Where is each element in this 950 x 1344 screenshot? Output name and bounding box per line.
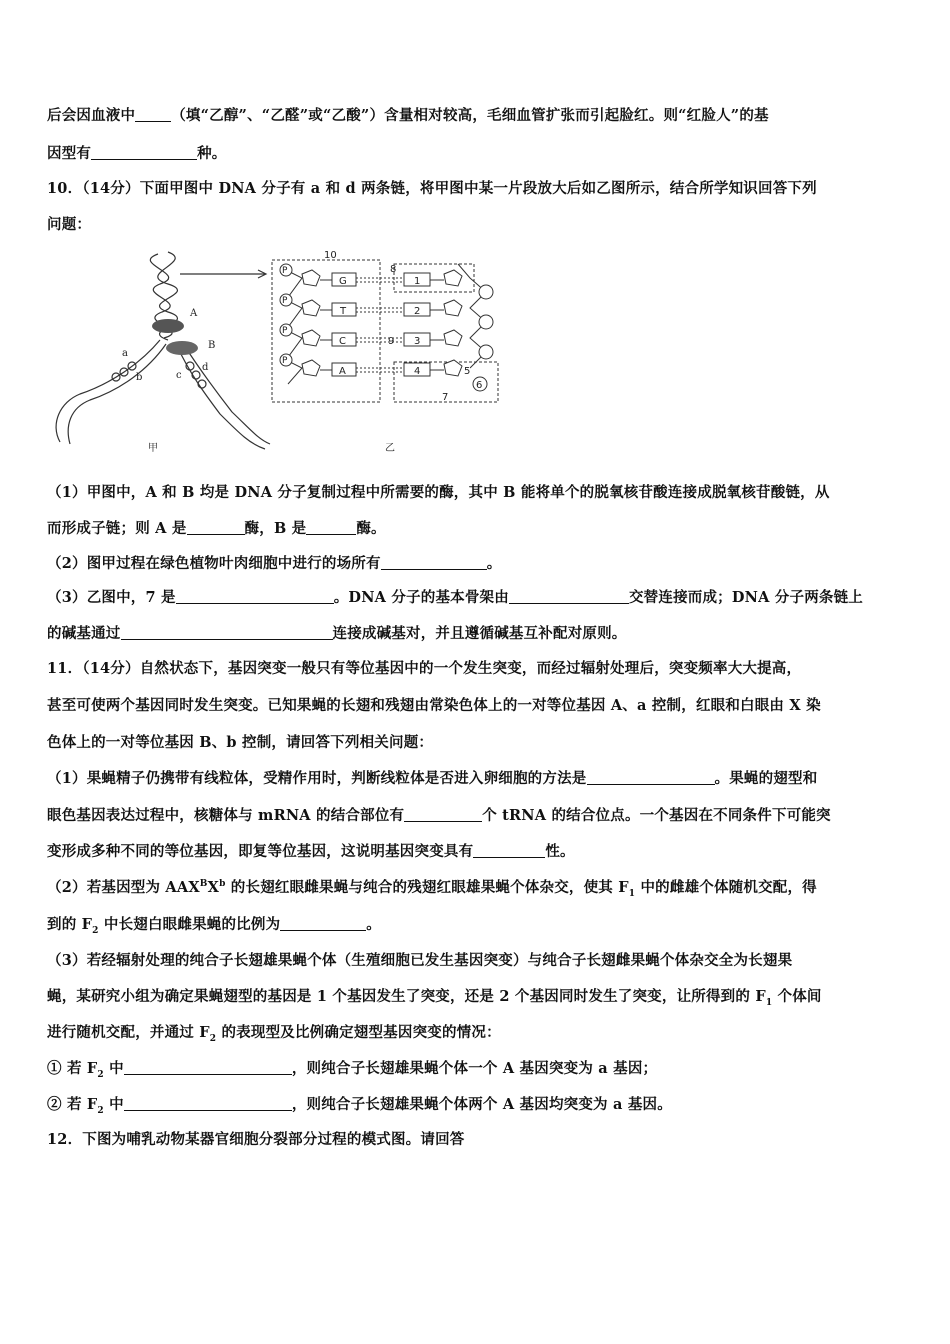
q11-3-line-1: （3）若经辐射处理的纯合子长翅雄果蝇个体（生殖细胞已发生基因突变）与纯合子长翅雌果蝇个体杂交全为长翅果: [47, 952, 793, 969]
num-6: 6: [476, 380, 483, 391]
answer-blank[interactable]: [306, 520, 356, 535]
base-T: T: [340, 306, 347, 317]
q11-2-line-2: 到的 $F_2$ 中长翅白眼雌果蝇的比例为 。: [47, 916, 381, 936]
num-8: 8: [390, 264, 397, 275]
label-a: a: [122, 348, 128, 359]
num-1: 1: [414, 276, 421, 287]
right-strand-d: [182, 342, 270, 444]
label-A: A: [190, 308, 198, 319]
q11-stem-2: 甚至可使两个基因同时发生突变。已知果蝇的长翅和残翅由常染色体上的一对等位基因 A、a 控制，红眼和白眼由 X 染: [47, 697, 821, 714]
q10-stem-2: 问题：: [47, 216, 92, 233]
phosphate-label: P: [282, 356, 288, 366]
q12-stem: 12．下图为哺乳动物某器官细胞分裂部分过程的模式图。请回答: [47, 1131, 465, 1148]
base-C: C: [339, 336, 346, 347]
answer-blank[interactable]: [509, 589, 629, 604]
num-2: 2: [414, 306, 421, 317]
phosphate-label: P: [282, 266, 288, 276]
caption-jia: 甲: [148, 443, 158, 454]
label-b: b: [136, 372, 143, 383]
answer-blank[interactable]: [587, 770, 715, 785]
q9-line-2: 因型有 种。: [47, 145, 227, 162]
enzyme-b-icon: [166, 341, 198, 355]
num-5: 5: [464, 366, 471, 377]
phosphate-label: P: [282, 296, 288, 306]
answer-blank[interactable]: [135, 107, 171, 122]
q10-3-line-2: 的碱基通过 连接成碱基对，并且遵循碱基互补配对原则。: [47, 625, 627, 642]
q10-stem: 10．（14分）下面甲图中 DNA 分子有 a 和 d 两条链，将甲图中某一片段放大后如乙图所示，结合所学知识回答下列: [47, 180, 817, 197]
num-7: 7: [442, 392, 449, 403]
caption-yi: 乙: [385, 443, 395, 454]
q10-1-line-1: （1）甲图中，A 和 B 均是 DNA 分子复制过程中所需要的酶，其中 B 能将单个的脱氧核苷酸连接成脱氧核苷酸链，从: [47, 484, 830, 501]
q11-1-line-2: 眼色基因表达过程中，核糖体与 mRNA 的结合部位有 个 tRNA 的结合位点。一个基因在不同条件下可能突: [47, 807, 831, 824]
q11-case-2: ② 若 $F_2$ 中 ，则纯合子长翅雄果蝇个体两个 A 基因均突变为 a 基因。: [47, 1096, 672, 1116]
label-B: B: [208, 340, 216, 351]
q11-1-line-1: （1）果蝇精子仍携带有线粒体，受精作用时，判断线粒体是否进入卵细胞的方法是 。果蝇的翅型和: [47, 770, 818, 787]
answer-blank[interactable]: [121, 625, 333, 640]
num-10: 10: [324, 250, 337, 261]
answer-blank[interactable]: [176, 589, 334, 604]
left-nucleotides: [280, 264, 356, 377]
label-c: c: [176, 370, 182, 381]
q10-2-line: （2）图甲过程在绿色植物叶肉细胞中进行的场所有 。: [47, 555, 502, 572]
q9-line-1: 后会因血液中 （填“乙醇”、“乙醛”或“乙酸”）含量相对较高，毛细血管扩张而引起脸红。则“红脸人”的基: [47, 107, 769, 124]
answer-blank[interactable]: [124, 1096, 292, 1111]
dna-figure: [40, 244, 510, 456]
q10-3-line-1: （3）乙图中，7 是 。DNA 分子的基本骨架由 交替连接而成；DNA 分子两条链上: [47, 589, 863, 606]
answer-blank[interactable]: [124, 1060, 292, 1075]
q10-1-line-2: 而形成子链；则 A 是 酶，B 是 酶。: [47, 520, 386, 537]
num-4: 4: [414, 366, 421, 377]
num-3: 3: [414, 336, 421, 347]
answer-blank[interactable]: [473, 843, 545, 858]
left-strand-a: [56, 340, 160, 442]
phosphate-label: P: [282, 326, 288, 336]
q11-case-1: ① 若 $F_2$ 中 ，则纯合子长翅雄果蝇个体一个 A 基因突变为 a 基因；: [47, 1060, 658, 1080]
base-A: A: [339, 366, 346, 377]
answer-blank[interactable]: [381, 555, 487, 570]
q11-1-line-3: 变形成多种不同的等位基因，即复等位基因，这说明基因突变具有 性。: [47, 843, 575, 860]
base-G: G: [339, 276, 347, 287]
answer-blank[interactable]: [280, 916, 366, 931]
label-d: d: [202, 362, 209, 373]
answer-blank[interactable]: [187, 520, 245, 535]
num-9: 9: [388, 336, 395, 347]
q11-2-line-1: （2）若基因型为 $AAX^BX^b$ 的长翅红眼雌果蝇与纯合的残翅红眼雄果蝇个体杂交，使其 $F_1$ 中的雌雄个体随机交配，得: [47, 879, 817, 899]
q11-stem-3: 色体上的一对等位基因 B、b 控制，请回答下列相关问题：: [47, 734, 434, 751]
answer-blank[interactable]: [404, 807, 482, 822]
left-strand-b: [68, 344, 166, 444]
q11-3-line-2: 蝇，某研究小组为确定果蝇翅型的基因是 1 个基因发生了突变，还是 2 个基因同时发生了突变，让所得到的 $F_1$ 个体间: [47, 988, 822, 1008]
answer-blank[interactable]: [91, 145, 197, 160]
q11-stem-1: 11．（14分）自然状态下，基因突变一般只有等位基因中的一个发生突变，而经过辐射处理后，突变频率大大提高，: [47, 660, 802, 677]
q11-3-line-3: 进行随机交配，并通过 $F_2$ 的表现型及比例确定翅型基因突变的情况：: [47, 1024, 501, 1044]
enzyme-a-icon: [152, 319, 184, 333]
